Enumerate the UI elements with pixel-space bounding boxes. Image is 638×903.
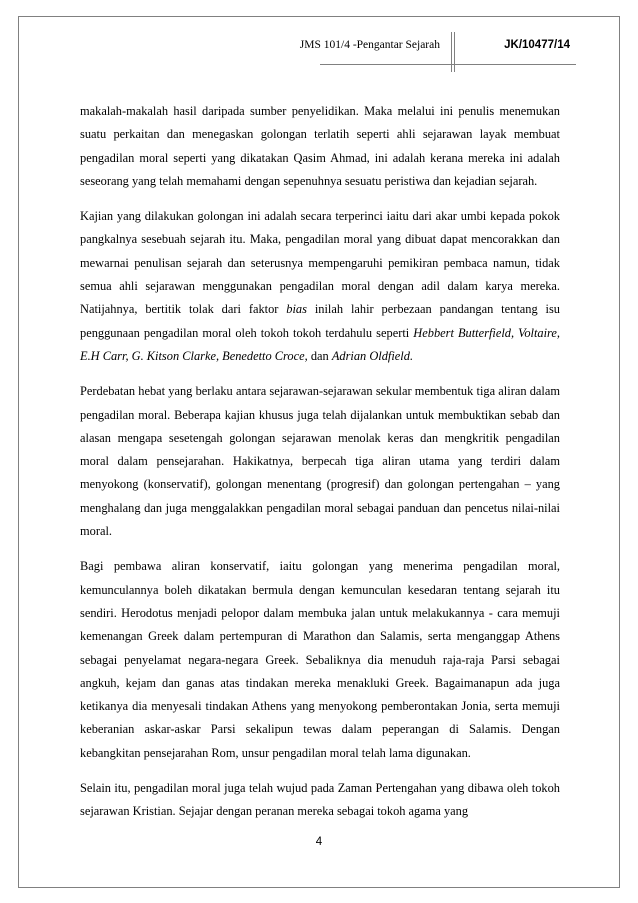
paragraph-2-text: Kajian yang dilakukan golongan ini adalah secara terperinci iaitu dari akar umbi kepada pokok pangkalnya sesebuah sejarah itu. Maka, pengadilan moral yang dibuat dapat mencorakkan dan mewarnai penulisan sejarah dan seterusnya mempengaruhi pemikiran pembaca namun, tidak semua ahli sejarawan menggunakan pengadilan moral dengan adil dalam karya mereka. Natijahnya, bertitik tolak dari faktor bbox=[80, 209, 560, 317]
paragraph-2-text: dan bbox=[307, 348, 332, 363]
page-header bbox=[299, 36, 576, 65]
student-code: JK/10477/14 bbox=[504, 39, 570, 51]
historian-name-last: Adrian Oldfield. bbox=[331, 348, 414, 363]
page-body bbox=[80, 100, 560, 836]
header-divider bbox=[454, 32, 455, 72]
historian-names: Hebbert Butterfield, Voltaire, E.H Carr, G. Kitson Clarke, Benedetto Croce, bbox=[80, 325, 561, 363]
header-divider bbox=[451, 32, 452, 72]
page-number: 4 bbox=[315, 836, 323, 848]
course-title: JMS 101/4 -Pengantar Sejarah bbox=[299, 39, 440, 51]
paragraph-2 bbox=[80, 205, 560, 368]
paragraph-4: Bagi pembawa aliran konservatif, iaitu golongan yang menerima pengadilan moral, kemunculannya boleh dikatakan bermula dengan kemunculan kesedaran tentang sejarah itu sendiri. Herodotus menjadi pelopor dalam membuka jalan untuk melakukannya - cara memuji kemenangan Greek dalam pertempuran di Marathon dan Salamis, serta menganggap Athens sebagai penyelamat negara-negara Greek. Sebaliknya dia menuduh raja-raja Parsi sebagai angkuh, kejam dan ganas atas tindakan mereka menakluki Greek. Bagaimanapun ada juga ketikanya dia menyesali tindakan Athens yang menyokong pemberontakan Jonia, serta memuji keberanian askar-askar Parsi sekalipun tewas dalam peperangan di Salamis. Dengan kebangkitan pensejarahan Rom, unsur pengadilan moral telah lama digunakan. bbox=[80, 559, 560, 760]
paragraph-2-text: inilah lahir perbezaan pandangan tentang isu penggunaan pengadilan moral oleh tokoh tokoh terdahulu seperti bbox=[80, 302, 560, 340]
paragraph-5: Selain itu, pengadilan moral juga telah wujud pada Zaman Pertengahan yang dibawa oleh tokoh sejarawan Kristian. Sejajar dengan peranan mereka sebagai tokoh agama yang bbox=[80, 781, 560, 819]
paragraph-1: makalah-makalah hasil daripada sumber penyelidikan. Maka melalui ini penulis menemukan suatu perkaitan dan menegaskan golongan terlatih seperti ahli sejarawan layak membuat pengadilan moral seperti yang dikatakan Qasim Ahmad, ini adalah kerana mereka ini adalah seseorang yang telah memahami dengan sepenuhnya sesuatu peristiwa dan kejadian sejarah. bbox=[80, 104, 560, 188]
emphasis-bias: bias bbox=[286, 302, 307, 317]
paragraph-3: Perdebatan hebat yang berlaku antara sejarawan-sejarawan sekular membentuk tiga aliran dalam pengadilan moral. Beberapa kajian khusus juga telah dijalankan untuk membuktikan sebab dan alasan mengapa sesetengah golongan sejarawan menolak keras dan mengkritik pengadilan moral dalam pensejarahan. Hakikatnya, berpecah tiga aliran utama yang terdiri dalam menyokong (konservatif), golongan menentang (progresif) dan golongan pertengahan – yang menghalang dan juga menggalakkan pengadilan moral sebagai panduan dan pencetus nilai-nilai moral. bbox=[80, 384, 560, 539]
